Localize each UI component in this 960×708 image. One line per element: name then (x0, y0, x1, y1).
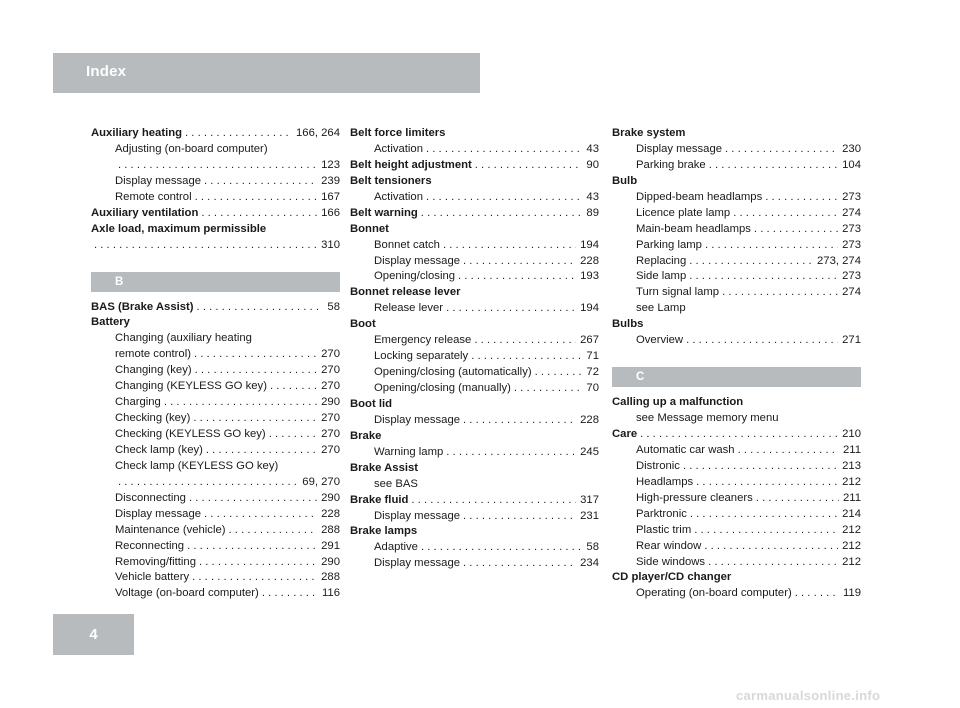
index-entry-page: 166 (321, 206, 340, 219)
index-entry (91, 347, 340, 363)
index-heading-term: Calling up a malfunction (612, 396, 744, 409)
index-entry (91, 443, 340, 459)
index-entry-term: Operating (on-board computer) (636, 587, 792, 600)
index-entry-term: Activation (374, 142, 423, 155)
dot-leader (725, 142, 838, 158)
index-entry-page: 273, 274 (817, 254, 861, 267)
page-title: Index (86, 63, 127, 80)
dot-leader (443, 238, 576, 254)
index-heading-term: Axle load, maximum permissible (91, 222, 267, 235)
index-subentry-text (612, 411, 861, 427)
index-entry-page: 317 (580, 493, 599, 506)
index-entry (91, 539, 340, 555)
dot-leader (269, 427, 317, 443)
index-entry-page: 273 (842, 270, 861, 283)
index-entry-page: 228 (580, 254, 599, 267)
index-entry-term: Side lamp (636, 270, 687, 283)
index-entry-term: Remote control (115, 190, 192, 203)
dot-leader (262, 586, 318, 602)
index-entry-term: Bonnet catch (374, 238, 440, 251)
index-entry-page: 270 (321, 443, 340, 456)
index-entry (612, 190, 861, 206)
index-subentry-term: Check lamp (KEYLESS GO key) (115, 459, 279, 472)
index-entry-term: Dipped-beam headlamps (636, 190, 763, 203)
index-entry (91, 395, 340, 411)
index-entry-term: Parking brake (636, 158, 706, 171)
index-entry (612, 443, 861, 459)
index-entry-term: Changing (KEYLESS GO key) (115, 380, 267, 393)
dot-leader (756, 491, 839, 507)
index-entry-page: 212 (842, 555, 861, 568)
dot-leader (705, 238, 838, 254)
index-entry-term: remote control) (115, 348, 191, 361)
index-entry-term: Belt warning (350, 206, 418, 219)
index-entry-page: 167 (321, 190, 340, 203)
index-entry-page: 270 (321, 380, 340, 393)
index-entry (350, 349, 599, 365)
index-heading-term: Brake (350, 429, 382, 442)
index-entry-page: 290 (321, 396, 340, 409)
dot-leader (471, 349, 582, 365)
index-entry-term: Auxiliary heating (91, 127, 183, 139)
dot-leader (426, 142, 582, 158)
index-entry-term: Rear window (636, 539, 702, 552)
dot-leader (475, 158, 583, 174)
index-entry (612, 238, 861, 254)
index-entry-term: Warning lamp (374, 445, 444, 458)
index-entry-page: 213 (842, 459, 861, 472)
index-entry-term: Opening/closing (374, 270, 456, 283)
dot-leader (733, 206, 838, 222)
index-entry-page: 43 (586, 142, 599, 155)
index-entry (91, 158, 340, 174)
dot-leader (696, 475, 838, 491)
index-entry (612, 491, 861, 507)
index-heading (350, 524, 599, 540)
index-entry (612, 158, 861, 174)
index-entry-page: 228 (321, 507, 340, 520)
dot-leader (201, 206, 317, 222)
index-entry-term: Opening/closing (automatically) (374, 366, 532, 379)
index-entry-page: 90 (586, 158, 599, 171)
index-subentry-term: see Lamp (636, 302, 686, 315)
dot-leader (458, 269, 576, 285)
index-entry-term: Reconnecting (115, 539, 185, 552)
dot-leader (709, 158, 838, 174)
dot-leader (195, 190, 318, 206)
index-entry-page: 231 (580, 509, 599, 522)
index-heading-term: Bulbs (612, 318, 644, 331)
section-header-c: C (612, 367, 861, 387)
index-entry-page: 211 (842, 443, 861, 456)
index-entry-page: 310 (321, 238, 340, 251)
index-heading (612, 126, 861, 142)
index-entry-page: 270 (321, 364, 340, 377)
index-heading (350, 461, 599, 477)
dot-leader (446, 301, 576, 317)
index-entry (350, 540, 599, 556)
index-entry (350, 445, 599, 461)
index-entry (612, 586, 861, 602)
index-entry-term: Belt height adjustment (350, 158, 472, 171)
index-subentry-text (91, 459, 340, 475)
dot-leader (411, 493, 576, 509)
index-entry-page: 234 (580, 557, 599, 570)
index-entry-page: 58 (327, 300, 340, 313)
index-entry-page: 193 (580, 270, 599, 283)
index-entry (350, 254, 599, 270)
index-column-1 (91, 126, 340, 602)
dot-leader (708, 555, 838, 571)
index-entry-page: 58 (586, 541, 599, 554)
index-entry (91, 586, 340, 602)
index-heading-term: Brake system (612, 127, 686, 139)
dot-leader (187, 539, 317, 555)
index-entry (350, 301, 599, 317)
index-entry (612, 507, 861, 523)
index-subentry-text (91, 142, 340, 158)
index-heading (350, 126, 599, 142)
index-entry-term: Plastic trim (636, 523, 692, 536)
dot-leader (270, 379, 317, 395)
index-entry-page: 267 (580, 334, 599, 347)
index-subentry-term: see Message memory menu (636, 412, 779, 425)
index-column-2 (350, 126, 599, 572)
index-entry-term: High-pressure cleaners (636, 491, 753, 504)
dot-leader (474, 333, 576, 349)
index-entry-page: 214 (842, 507, 861, 520)
index-entry (91, 523, 340, 539)
watermark-text: carmanualsonline.info (736, 688, 881, 703)
index-entry (91, 475, 340, 491)
dot-leader (795, 586, 839, 602)
index-entry-term: BAS (Brake Assist) (91, 300, 194, 313)
index-heading (91, 222, 340, 238)
index-heading-term: Belt tensioners (350, 174, 432, 187)
index-entry (350, 365, 599, 381)
index-entry (91, 427, 340, 443)
index-entry-term: Parktronic (636, 507, 687, 520)
index-entry (91, 238, 340, 254)
index-entry (91, 126, 340, 142)
index-entry (91, 206, 340, 222)
index-entry-page: 273 (842, 238, 861, 251)
index-heading-term: Boot lid (350, 397, 393, 410)
index-entry-term: Activation (374, 190, 423, 203)
index-heading-term: Belt force limiters (350, 127, 446, 139)
index-heading (350, 317, 599, 333)
index-entry-page: 228 (580, 413, 599, 426)
index-entry-term: Charging (115, 396, 161, 409)
index-entry-term: Maintenance (vehicle) (115, 523, 226, 536)
index-entry (350, 493, 599, 509)
index-entry-term: Headlamps (636, 475, 694, 488)
dot-leader (463, 556, 576, 572)
dot-leader (514, 381, 583, 397)
index-entry (350, 333, 599, 349)
index-entry (350, 238, 599, 254)
dot-leader (421, 540, 582, 556)
index-entry (91, 379, 340, 395)
index-entry (612, 285, 861, 301)
index-entry-page: 270 (321, 412, 340, 425)
index-entry-page: 194 (580, 238, 599, 251)
index-entry-term: Side windows (636, 555, 706, 568)
dot-leader (229, 523, 318, 539)
dot-leader (535, 365, 583, 381)
index-entry-page: 210 (842, 428, 861, 440)
dot-leader (426, 190, 582, 206)
index-entry (612, 459, 861, 475)
index-entry-term: Licence plate lamp (636, 206, 731, 219)
index-entry-page: 245 (580, 445, 599, 458)
index-heading-term: Bulb (612, 174, 638, 187)
index-heading (350, 429, 599, 445)
index-entry-page: 89 (586, 206, 599, 219)
dot-leader (640, 427, 838, 443)
index-entry (612, 523, 861, 539)
index-entry (612, 142, 861, 158)
index-heading (612, 317, 861, 333)
dot-leader (463, 509, 576, 525)
index-entry-term: Adaptive (374, 541, 418, 554)
index-entry (91, 411, 340, 427)
section-header-b: B (91, 272, 340, 292)
index-entry-page: 273 (842, 190, 861, 203)
dot-leader (192, 570, 317, 586)
index-entry-page: 230 (842, 142, 861, 155)
index-entry-term: Display message (636, 142, 723, 155)
index-entry-page: 270 (321, 428, 340, 440)
dot-leader (765, 190, 838, 206)
index-entry-term: Vehicle battery (115, 571, 190, 584)
index-entry-term: Removing/fitting (115, 555, 196, 568)
index-entry-term: Brake fluid (350, 493, 409, 506)
index-entry (612, 333, 861, 349)
index-entry-page: 288 (321, 571, 340, 584)
index-heading (612, 570, 861, 586)
index-subentry-text (350, 477, 599, 493)
index-entry-page: 273 (842, 222, 861, 235)
index-entry-term: Automatic car wash (636, 443, 735, 456)
index-entry (350, 413, 599, 429)
index-entry (612, 222, 861, 238)
index-subentry-term: see BAS (374, 477, 418, 490)
index-entry (91, 190, 340, 206)
index-entry (612, 254, 861, 270)
index-entry (612, 427, 861, 443)
index-entry-page: 212 (842, 475, 861, 488)
index-column-3 (612, 126, 861, 602)
index-entry-term: Release lever (374, 302, 444, 315)
index-entry-term: Care (612, 428, 638, 440)
dot-leader (118, 158, 317, 174)
index-entry-page: 211 (842, 491, 861, 504)
index-entry-page: 69, 270 (302, 475, 340, 488)
index-entry-page: 72 (586, 366, 599, 379)
index-entry-page: 43 (586, 190, 599, 203)
index-entry-term: Voltage (on-board computer) (115, 587, 259, 600)
index-entry-page: 166, 264 (296, 127, 340, 139)
dot-leader (722, 285, 838, 301)
index-entry-term: Replacing (636, 254, 687, 267)
index-entry-term: Opening/closing (manually) (374, 382, 511, 394)
index-entry-term: Display message (374, 254, 461, 267)
index-heading (350, 285, 599, 301)
dot-leader (738, 443, 839, 459)
index-entry-page: 290 (321, 491, 340, 504)
dot-leader (189, 491, 317, 507)
dot-leader (704, 539, 838, 555)
index-entry (91, 174, 340, 190)
index-entry-page: 194 (580, 302, 599, 315)
index-entry (91, 491, 340, 507)
index-heading (350, 397, 599, 413)
index-entry-page: 274 (842, 286, 861, 299)
index-subentry-term: Changing (auxiliary heating (115, 332, 252, 345)
dot-leader (754, 222, 838, 238)
index-entry (91, 555, 340, 571)
index-entry-page: 104 (842, 158, 861, 171)
index-entry-term: Display message (115, 507, 202, 520)
index-heading (91, 315, 340, 331)
index-entry (350, 206, 599, 222)
index-subentry-term: Adjusting (on-board computer) (115, 142, 268, 155)
index-entry (350, 158, 599, 174)
index-entry (350, 190, 599, 206)
index-entry (91, 570, 340, 586)
dot-leader (206, 443, 317, 459)
dot-leader (164, 395, 317, 411)
index-entry-page: 70 (586, 382, 599, 394)
index-entry-term: Disconnecting (115, 491, 186, 504)
index-entry-page: 71 (586, 350, 599, 363)
dot-leader (446, 445, 576, 461)
index-entry-page: 271 (842, 334, 861, 347)
index-heading (612, 395, 861, 411)
index-heading (350, 222, 599, 238)
index-entry-term: Checking (KEYLESS GO key) (115, 428, 266, 440)
index-entry-term: Display message (374, 413, 461, 426)
index-entry-term: Changing (key) (115, 364, 192, 377)
index-entry (91, 363, 340, 379)
dot-leader (689, 269, 838, 285)
dot-leader (94, 238, 317, 254)
dot-leader (197, 300, 324, 316)
index-entry-term: Auxiliary ventilation (91, 206, 199, 219)
index-entry (612, 206, 861, 222)
index-heading-term: Boot (350, 318, 376, 331)
index-entry (91, 507, 340, 523)
index-entry (612, 539, 861, 555)
index-heading-term: Brake lamps (350, 525, 418, 538)
index-entry-page: 119 (842, 587, 861, 600)
index-entry-term: Turn signal lamp (636, 286, 720, 299)
index-entry-page: 290 (321, 555, 340, 568)
index-subentry-text (612, 301, 861, 317)
index-entry-page: 123 (321, 158, 340, 171)
index-entry-page: 212 (842, 539, 861, 552)
index-heading (350, 174, 599, 190)
dot-leader (199, 555, 317, 571)
index-heading-term: Battery (91, 316, 130, 329)
dot-leader (463, 254, 576, 270)
index-entry-page: 239 (321, 174, 340, 187)
dot-leader (204, 174, 317, 190)
index-heading-term: CD player/CD changer (612, 571, 732, 584)
dot-leader (185, 126, 292, 142)
dot-leader (194, 347, 317, 363)
dot-leader (193, 411, 317, 427)
index-entry-term: Display message (115, 174, 202, 187)
index-entry-page: 274 (842, 206, 861, 219)
index-entry (612, 269, 861, 285)
dot-leader (195, 363, 318, 379)
dot-leader (689, 254, 813, 270)
index-entry (350, 269, 599, 285)
index-heading-term: Bonnet (350, 222, 389, 235)
index-entry-term: Overview (636, 334, 684, 347)
index-entry-term: Checking (key) (115, 412, 191, 425)
dot-leader (683, 459, 838, 475)
index-entry (612, 555, 861, 571)
index-entry-term: Distronic (636, 459, 680, 472)
index-entry-term: Display message (374, 509, 461, 522)
index-heading (612, 174, 861, 190)
index-entry (91, 300, 340, 316)
index-heading-term: Brake Assist (350, 461, 419, 474)
index-entry-page: 291 (321, 539, 340, 552)
dot-leader (686, 333, 838, 349)
dot-leader (421, 206, 583, 222)
dot-leader (204, 507, 317, 523)
index-entry-page: 270 (321, 348, 340, 361)
index-entry (350, 381, 599, 397)
index-entry-term: Locking separately (374, 350, 469, 363)
index-entry-term: Emergency release (374, 334, 472, 347)
page-number: 4 (89, 626, 98, 643)
index-entry-term: Parking lamp (636, 238, 702, 251)
index-entry-page: 116 (321, 587, 340, 600)
dot-leader (118, 475, 298, 491)
index-entry-term: Check lamp (key) (115, 443, 203, 456)
dot-leader (694, 523, 838, 539)
dot-leader (463, 413, 576, 429)
index-entry-page: 288 (321, 523, 340, 536)
index-subentry-text (91, 331, 340, 347)
dot-leader (690, 507, 838, 523)
index-heading-term: Bonnet release lever (350, 286, 461, 299)
index-entry (350, 556, 599, 572)
index-entry (350, 142, 599, 158)
index-entry-page: 212 (842, 523, 861, 536)
index-entry-term: Display message (374, 557, 461, 570)
index-entry (612, 475, 861, 491)
index-entry-term: Main-beam headlamps (636, 222, 751, 235)
index-entry (350, 509, 599, 525)
